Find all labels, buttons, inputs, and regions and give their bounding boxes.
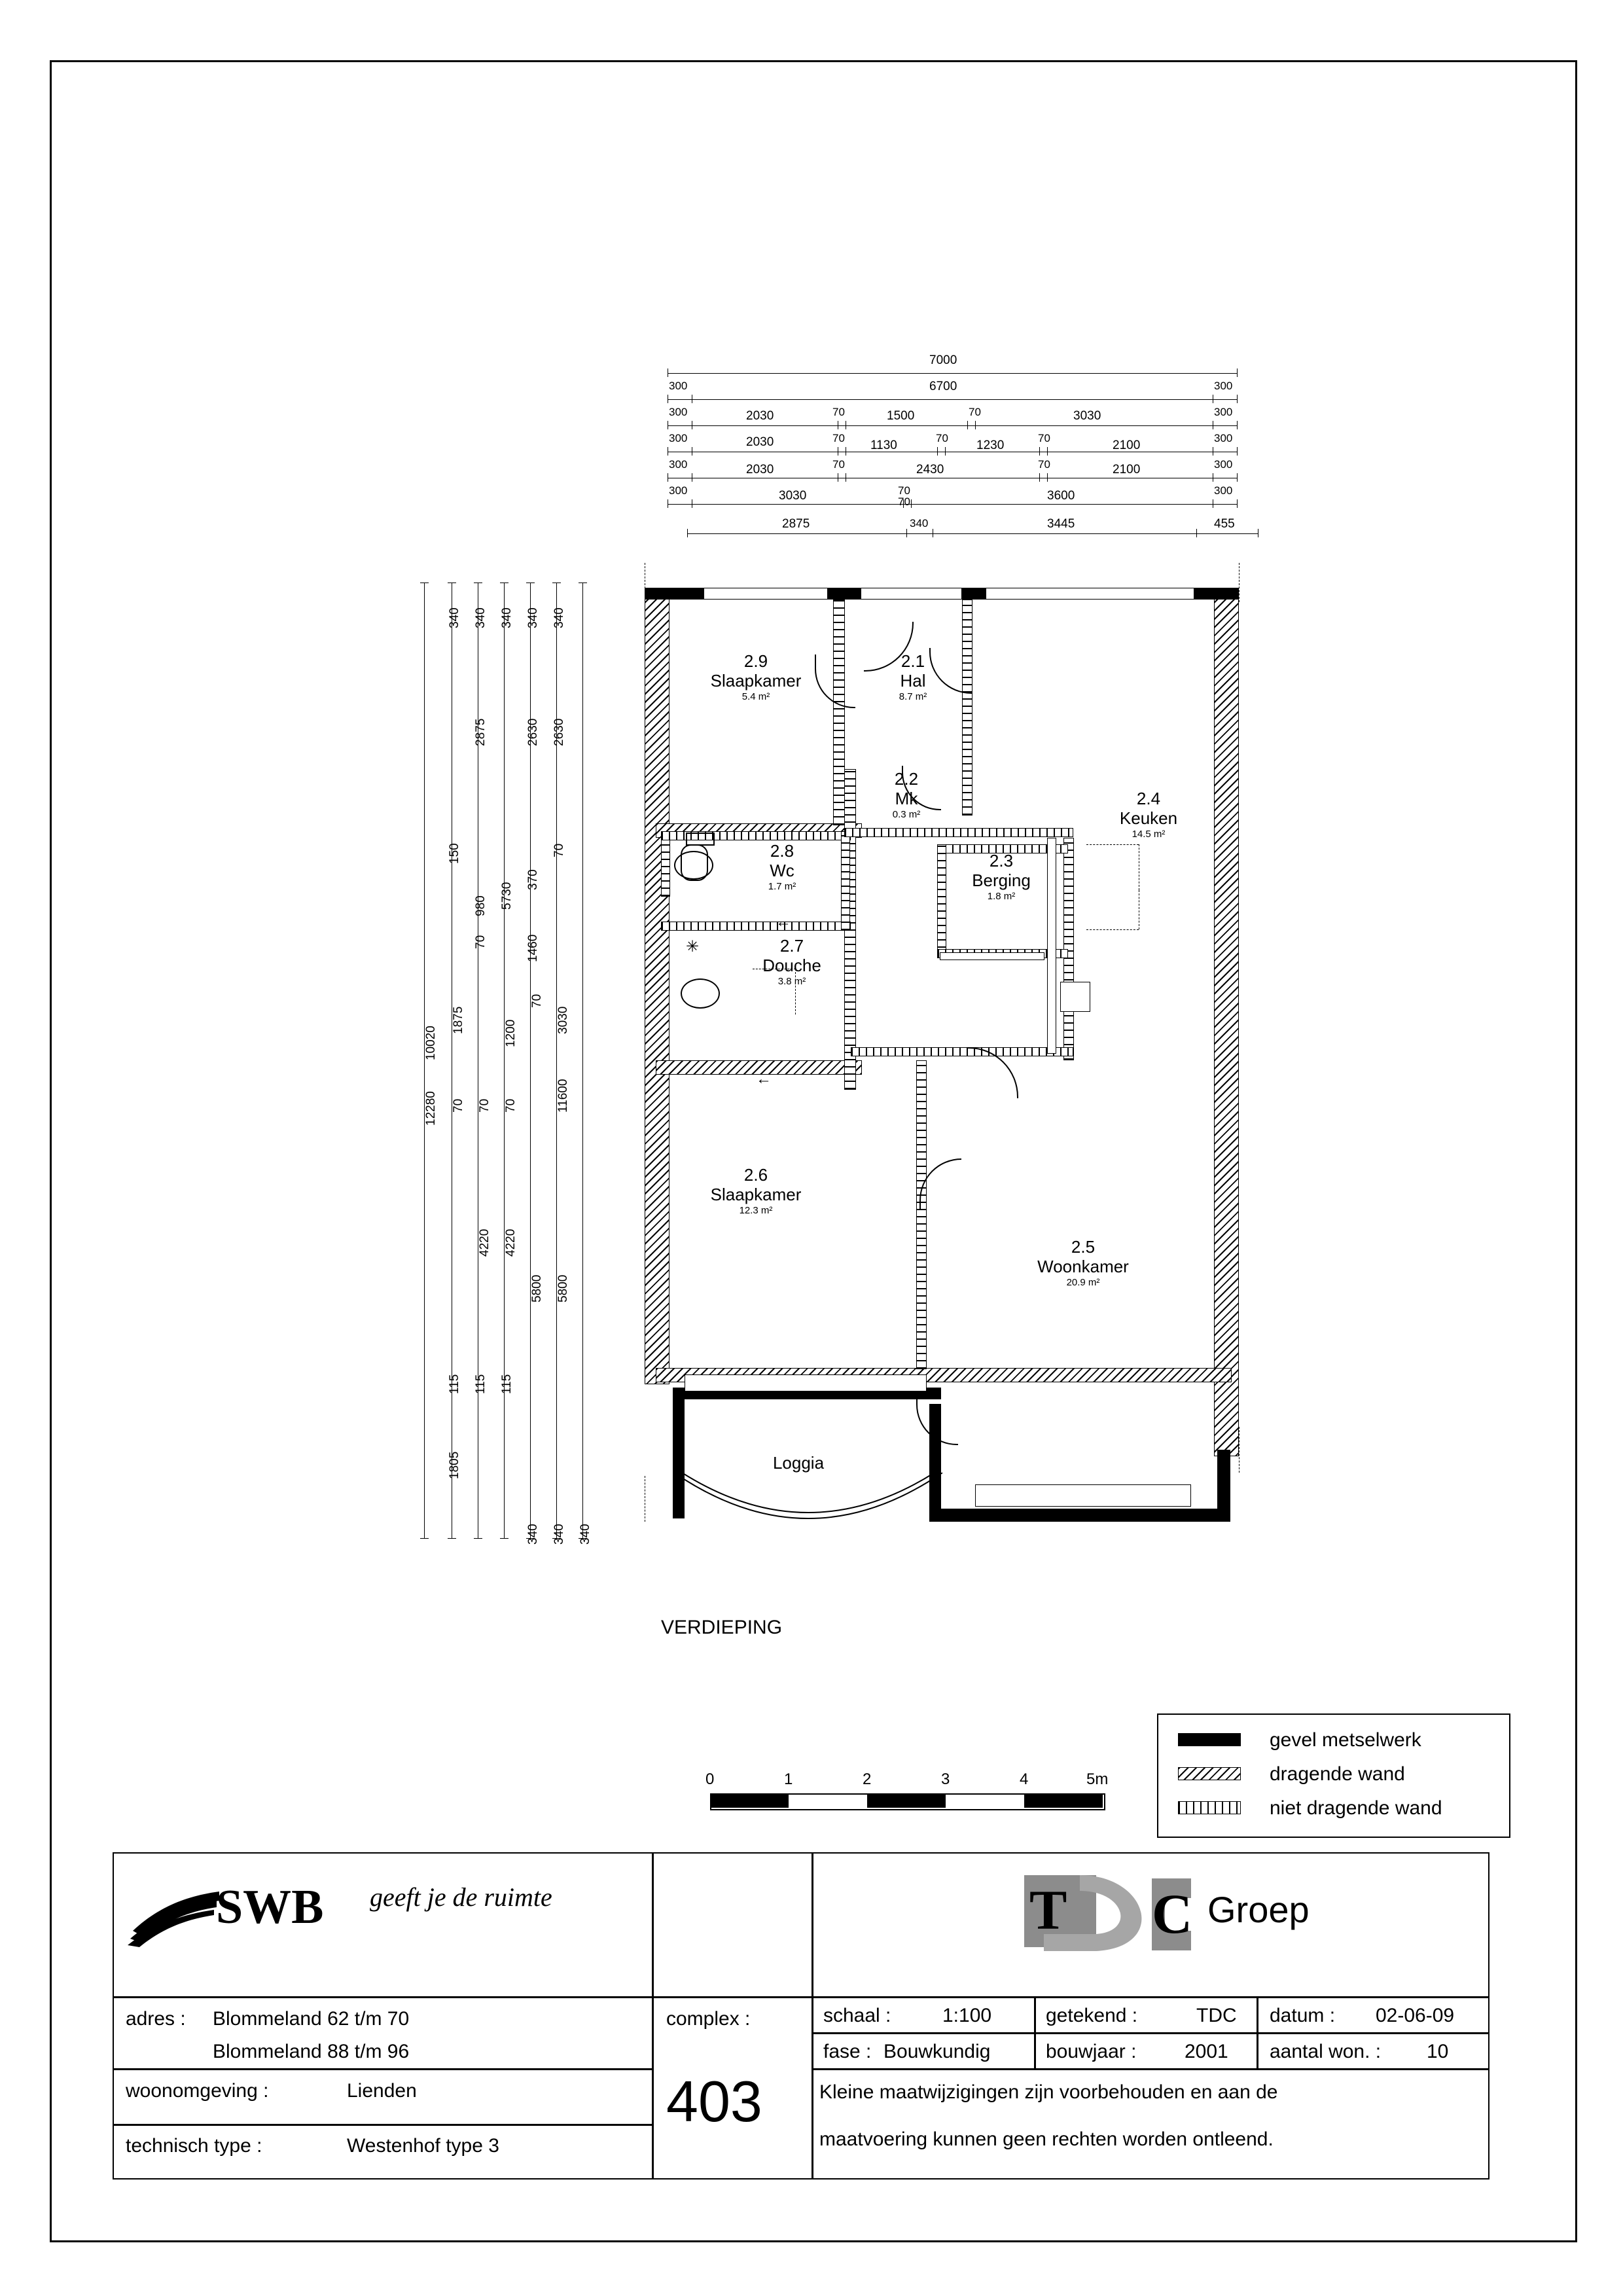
room-label-2-7: 2.7 Douche 3.8 m² [762,936,821,987]
bouwjaar-label: bouwjaar : [1046,2041,1137,2062]
complex-label: complex : [666,2008,751,2030]
wall-hall-left [833,600,845,825]
fase-label: fase : [823,2041,872,2062]
wall-right-exterior [1214,592,1239,1456]
door-arrow-wc: ← [776,913,791,931]
wall-left-exterior [645,592,669,1384]
wall-wc-bottom [661,922,851,931]
getekend-label: getekend : [1046,2005,1138,2026]
swb-logo-icon [128,1885,226,1947]
facade-top-right [1194,588,1239,600]
wall-wc-left [661,831,670,897]
gevel-metselwerk-swatch [1178,1733,1241,1746]
facade-bottom [929,1509,1230,1522]
woonomgeving-value: Lienden [347,2080,417,2102]
kitchen-appliance [1060,982,1090,1012]
disclaimer-line2: maatvoering kunnen geen rechten worden ontleend. [819,2128,1274,2150]
swb-logo-text: SWB [216,1880,324,1934]
shower-drain-icon: ✳ [686,938,700,956]
bouwjaar-value: 2001 [1185,2041,1228,2062]
svg-text:C: C [1152,1882,1193,1945]
loggia-arc [668,1473,949,1564]
room-label-2-5: 2.5 Woonkamer 20.9 m² [1037,1237,1129,1288]
room-label-2-6: 2.6 Slaapkamer 12.3 m² [710,1165,802,1216]
disclaimer-line1: Kleine maatwijzigingen zijn voorbehouden en aan de [819,2081,1278,2103]
facade-top-mid [828,588,861,600]
address-label: adres : [126,2008,186,2030]
floor-label: VERDIEPING [661,1617,783,1638]
facade-top-mid2 [962,588,986,600]
schaal-value: 1:100 [942,2005,992,2026]
aantal-value: 10 [1427,2041,1449,2062]
wall-wc-right [841,831,850,931]
window-top-left [704,588,828,600]
wall-kitchen-bottom [851,1047,1073,1056]
room-label-loggia: Loggia [772,1453,825,1473]
kitchen-counter [940,952,1044,960]
cistern-icon [686,833,715,846]
niet-dragende-wand-swatch [1178,1801,1241,1814]
sink-icon-shower [681,978,720,1009]
room-label-2-1: 2.1 Hal 8.7 m² [899,651,927,702]
technisch-value: Westenhof type 3 [347,2135,499,2157]
facade-top-left [645,588,704,600]
room-label-2-9: 2.9 Slaapkamer 5.4 m² [710,651,802,702]
address-line2: Blommeland 88 t/m 96 [213,2041,410,2062]
door-arrow-douche: ← [756,1070,772,1088]
complex-number: 403 [666,2069,762,2134]
woonomgeving-label: woonomgeving : [126,2080,269,2102]
window-top-right [986,588,1194,600]
aantal-label: aantal won. : [1270,2041,1382,2062]
loggia-rail [685,1374,927,1391]
wall-hall-right [962,600,972,816]
dragende-wand-swatch [1178,1767,1241,1780]
wall-living-left [916,1060,927,1369]
wall-kitchen-top [844,828,1073,837]
room-label-2-2: 2.2 Mk 0.3 m² [892,769,921,820]
facade-bottom-right [1217,1450,1230,1522]
tdc-logo-suffix: Groep [1207,1889,1310,1930]
technisch-label: technisch type : [126,2135,262,2157]
drawing-page: 7000 300 6700 300 300 2030 70 1500 70 3030 300 300 2030 70 1130 70 1230 70 2100 300 300 2030 70 2430 70 2100 300 300 3030 70 70 3600 300 2875 340 3445 455 340 340 340 340 340 2875 2630 2630 150 5730 370 70 980 1460 70 10020 1875 1200 3030 70 12280 70 70 70 11600 4220 4220 5800 5800 115 115 115 1805 340 340 340 ✳ ← ← 2.9 Slaapkamer 5.4 m² 2.1 Hal 8.7 m² 2.2 Mk 0.3 m² 2.4 Keuken 14.5 m² 2.8 Wc 1.7 m² 2.3 Berging 1.8 m² 2.7 Douche 3.8 m² 2.6 Slaapkamer 12.3 m² 2.5 Woonkamer 20.9 m² Loggia VERDIEPING 0 1 2 3 4 5m gevel metselwerk dragende wand niet dragende wand SWB geeft je de ruimte T C Groep adres : Blommeland 62 t/m 70 Blommeland 88 t/m 96 woonomgeving : Lienden technisch type : Westenhof type 3 complex : 403 schaal : 1:100 getekend : TDC datum : 02-06-09 fase : Bouwkundig bouwjaar : 2001 aantal won. : 10 Kleine maatwijzigingen zijn voorbehouden en aan de maatvoering kunnen geen rechten worden ontleend. [0,0,1623,2296]
address-line1: Blommeland 62 t/m 70 [213,2008,410,2030]
legend-label-0: gevel metselwerk [1270,1729,1421,1751]
sink-icon-wc [674,851,713,880]
svg-text:T: T [1029,1878,1067,1941]
room-label-2-3: 2.3 Berging 1.8 m² [972,851,1031,902]
legend-label-2: niet dragende wand [1270,1797,1442,1819]
schaal-label: schaal : [823,2005,891,2026]
datum-value: 02-06-09 [1376,2005,1455,2026]
datum-label: datum : [1270,2005,1336,2026]
fase-value: Bouwkundig [883,2041,991,2062]
getekend-value: TDC [1196,2005,1237,2026]
legend-label-1: dragende wand [1270,1763,1405,1785]
window-bottom [975,1484,1191,1507]
room-label-2-8: 2.8 Wc 1.7 m² [768,841,796,892]
room-label-2-4: 2.4 Keuken 14.5 m² [1119,789,1178,840]
tdc-logo-icon [1018,1869,1207,1960]
dim-7000: 7000 [929,353,957,367]
swb-tagline: geeft je de ruimte [370,1882,552,1912]
window-top-mid [861,588,962,600]
